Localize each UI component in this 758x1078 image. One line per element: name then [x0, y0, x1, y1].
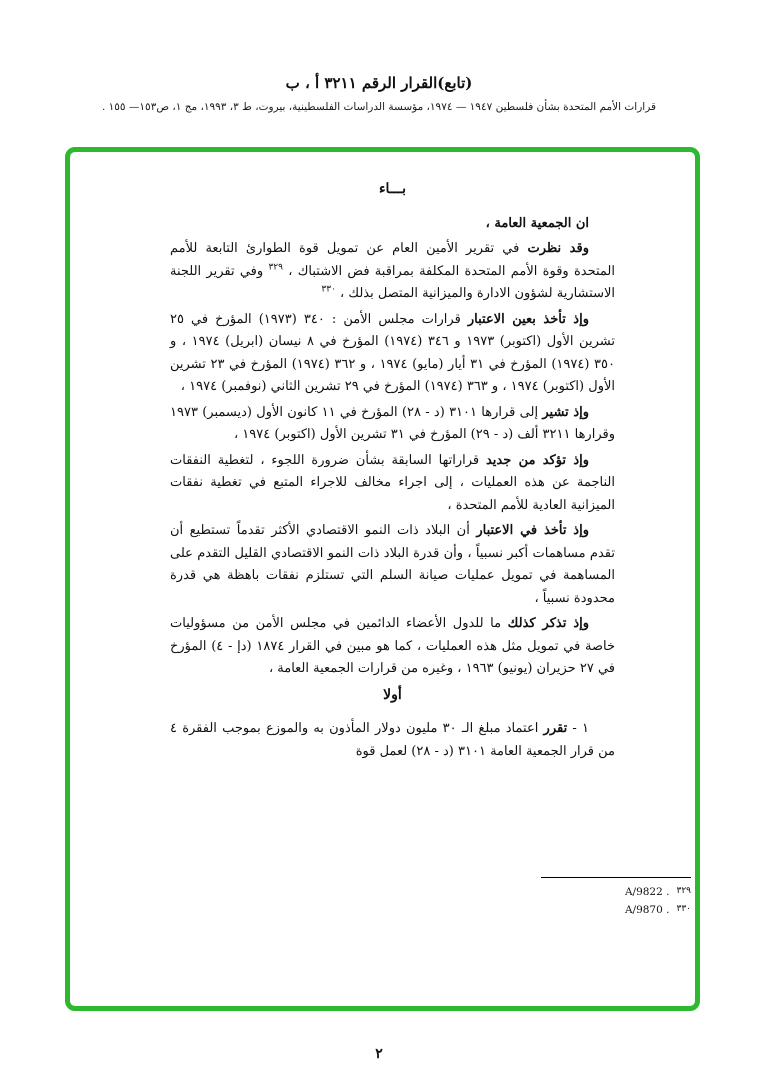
paragraph	[170, 520, 615, 610]
footnote-reference: A/9822 .	[624, 886, 670, 898]
footnote-reference: A/9870 .	[624, 904, 670, 916]
paragraph-lead: ان الجمعية العامة ،	[485, 215, 589, 231]
paragraph-text: أن البلاد ذات النمو الاقتصادي الأكثر تقدماً تستطيع أن تقدم مساهمات أكبر نسبياً ، وأن قدرة البلاد ذات النمو الاقتصادي القليل التقدم على المساهمة في تمويل عمليات صيانة السلم التي تستلزم نفقات باهظة هي قدرة محدودة نسبياً ،	[170, 523, 615, 606]
paragraph-text: ١ -	[567, 721, 590, 736]
footnote-ref: ٣٣٠	[321, 284, 336, 295]
source-citation: قرارات الأمم المتحدة بشأن فلسطين ١٩٤٧ — ١٩٧٤، مؤسسة الدراسات الفلسطينية، بيروت، ط ٣، ١٩٩٣، مج ١، ص١٥٣— ١٥٥ .	[101, 101, 657, 113]
blocks	[170, 178, 615, 763]
paragraph-text: ما للدول الأعضاء الدائمين في مجلس الأمن من مسؤوليات خاصة في تمويل مثل هذه العمليات ، كما هو مبين في القرار ١٨٧٤ (دإ - ٤) المؤرخ في ٢٧ حزيران (يونيو) ١٩٦٣ ، وغيره من قرارات الجمعية العامة ،	[170, 616, 615, 676]
section-heading: أولا	[383, 686, 402, 703]
paragraph-lead: وإذ تذكر كذلك	[507, 616, 590, 631]
paragraph	[170, 309, 615, 399]
paragraph-text: قرارات مجلس الأمن : ٣٤٠ (١٩٧٣) المؤرخ في ٢٥ تشرين الأول (اكتوبر) ١٩٧٣ و ٣٤٦ (١٩٧٤) المؤرخ في ٨ نيسان (ابريل) ١٩٧٤ ، و ٣٥٠ (١٩٧٤) المؤرخ في ٣١ أيار (مايو) ١٩٧٤ ، و ٣٦٢ (١٩٧٤) المؤرخ في ٢٣ تشرين الأول (اكتوبر) ١٩٧٤ ، و ٣٦٣ (١٩٧٤) المؤرخ في ٢٩ تشرين الثاني (نوفمبر) ١٩٧٤ ،	[170, 311, 615, 394]
footnote	[533, 884, 691, 902]
footnote-ref: ٣٢٩	[268, 262, 283, 273]
page-number: ٢	[375, 1046, 383, 1062]
paragraph-lead: وقد نظرت	[527, 241, 589, 256]
paragraph	[170, 613, 615, 681]
paragraph	[170, 450, 615, 518]
footnotes	[533, 884, 691, 920]
footnote-separator	[541, 877, 691, 878]
page-header	[0, 74, 758, 113]
paragraph	[170, 718, 615, 763]
paragraph-lead: وإذ تأخذ في الاعتبار	[476, 523, 589, 538]
footnote-block	[533, 877, 691, 920]
resolution-title: (تابع)القرار الرقم ٣٢١١ أ ، ب	[285, 74, 473, 92]
footnote-number: ٣٣٠	[676, 904, 691, 914]
footnote-number: ٣٢٩	[676, 886, 691, 896]
paragraph	[170, 402, 615, 447]
paragraph-lead: وإذ تؤكد من جديد	[485, 452, 590, 468]
paragraph-lead: وإذ تشير	[542, 404, 590, 420]
paragraph	[170, 213, 615, 236]
resolution-body	[70, 152, 695, 763]
highlight-frame	[65, 147, 700, 1011]
paragraph-lead: وإذ تأخذ بعين الاعتبار	[467, 311, 589, 327]
paragraph-text: في تقرير الأمين العام عن تمويل قوة الطوارئ التابعة للأمم المتحدة وقوة الأمم المتحدة المكلفة بمراقبة فض الاشتباك ،	[170, 241, 615, 279]
section-heading: بـــاء	[378, 181, 407, 197]
paragraph	[170, 238, 615, 306]
footnote	[533, 902, 691, 920]
paragraph-lead: تقرر	[543, 721, 568, 736]
paragraph-text: وفي تقرير اللجنة الاستشارية لشؤون الادارة والميزانية المتصل بذلك ،	[170, 263, 615, 301]
paragraph-text: اعتماد مبلغ الـ ٣٠ مليون دولار المأذون به والموزع بموجب الفقرة ٤ من قرار الجمعية العامة ٣١٠١ (د - ٢٨) لعمل قوة	[170, 721, 615, 759]
paragraph-text: إلى قرارها ٣١٠١ (د - ٢٨) المؤرخ في ١١ كانون الأول (ديسمبر) ١٩٧٣ وقرارها ٣٢١١ ألف (د - ٢٩) المؤرخ في ٣١ تشرين الأول (اكتوبر) ١٩٧٤ ،	[170, 404, 615, 442]
paragraph-text: قراراتها السابقة بشأن ضرورة اللجوء ، لتغطية النفقات الناجمة عن هذه العمليات ، إلى اجراء مخالف للاجراء المتبع في تغطية نفقات الميزانية العادية للأمم المتحدة ،	[170, 452, 615, 513]
